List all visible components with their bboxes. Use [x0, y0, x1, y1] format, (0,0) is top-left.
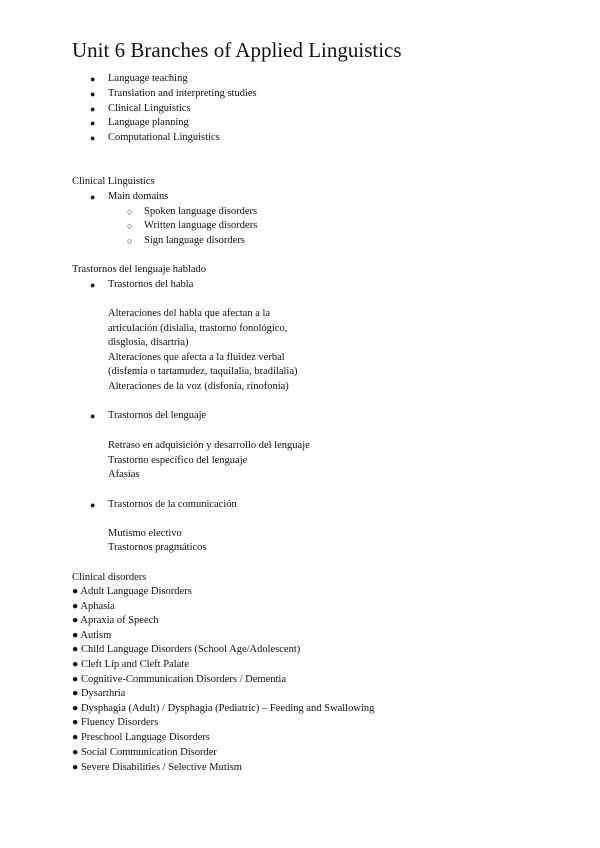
section-heading-disorders: Clinical disorders — [72, 572, 147, 583]
disorder-item: ● Adult Language Disorders — [72, 586, 192, 597]
disorder-item: ● Cleft Lip and Cleft Palate — [72, 659, 189, 670]
disorder-item: ● Child Language Disorders (School Age/Adolescent) — [72, 644, 301, 655]
habla-line: disglosia, disartria) — [108, 337, 189, 348]
lenguaje-line: Trastorno específico del lenguaje — [108, 455, 248, 466]
bullet-icon: ● — [90, 74, 96, 84]
disorder-item: ● Aphasia — [72, 601, 115, 612]
bullet-icon: ● — [90, 500, 96, 510]
comunicacion-line: Mutismo electivo — [108, 528, 182, 539]
branch-item: Clinical Linguistics — [108, 103, 191, 114]
main-domains-label: Main domains — [108, 191, 169, 202]
habla-line: Alteraciones del habla que afectan a la — [108, 308, 271, 319]
branch-item: Computational Linguistics — [108, 132, 220, 143]
disorder-item: ● Dysphagia (Adult) / Dysphagia (Pediatric) – Feeding and Swallowing — [72, 703, 375, 714]
bullet-icon: ● — [90, 89, 96, 99]
bullet-icon: ● — [90, 133, 96, 143]
domain-item: Sign language disorders — [144, 235, 245, 246]
disorder-item: ● Severe Disabilities / Selective Mutism — [72, 762, 242, 773]
section-heading-clinical: Clinical Linguistics — [72, 176, 155, 187]
branch-item: Language teaching — [108, 73, 188, 84]
disorder-item: ● Apraxia of Speech — [72, 615, 159, 626]
domain-item: Spoken language disorders — [144, 206, 258, 217]
habla-line: Alteraciones de la voz (disfonía, rinofonía) — [108, 381, 289, 392]
comunicacion-line: Trastornos pragmáticos — [108, 542, 207, 553]
disorder-item: ● Dysarthria — [72, 688, 126, 699]
disorder-item: ● Preschool Language Disorders — [72, 732, 210, 743]
habla-line: (disfemia o tartamudez, taquilalia, bradilalia) — [108, 366, 298, 377]
bullet-icon: ● — [90, 118, 96, 128]
habla-label: Trastornos del habla — [108, 279, 194, 290]
domain-item: Written language disorders — [144, 220, 258, 231]
disorder-item: ● Cognitive-Communication Disorders / Dementia — [72, 674, 286, 685]
lenguaje-line: Retraso en adquisición y desarrollo del lenguaje — [108, 440, 310, 451]
bullet-icon: ● — [90, 104, 96, 114]
lenguaje-label: Trastornos del lenguaje — [108, 410, 207, 421]
hollow-bullet-icon: ○ — [127, 236, 133, 246]
bullet-icon: ● — [90, 192, 96, 202]
lenguaje-line: Afasias — [108, 469, 140, 480]
habla-line: Alteraciones que afecta a la fluidez verbal — [108, 352, 285, 363]
bullet-icon: ● — [90, 280, 96, 290]
page-title: Unit 6 Branches of Applied Linguistics — [72, 38, 402, 62]
disorder-item: ● Social Communication Disorder — [72, 747, 217, 758]
habla-line: articulación (dislalia, trastorno fonológico, — [108, 323, 288, 334]
branch-item: Language planning — [108, 117, 189, 128]
comunicacion-label: Trastornos de la comunicación — [108, 499, 237, 510]
disorder-item: ● Autism — [72, 630, 112, 641]
disorder-item: ● Fluency Disorders — [72, 717, 159, 728]
hollow-bullet-icon: ○ — [127, 207, 133, 217]
section-heading-trastornos: Trastornos del lenguaje hablado — [72, 264, 207, 275]
bullet-icon: ● — [90, 411, 96, 421]
hollow-bullet-icon: ○ — [127, 221, 133, 231]
branch-item: Translation and interpreting studies — [108, 88, 257, 99]
